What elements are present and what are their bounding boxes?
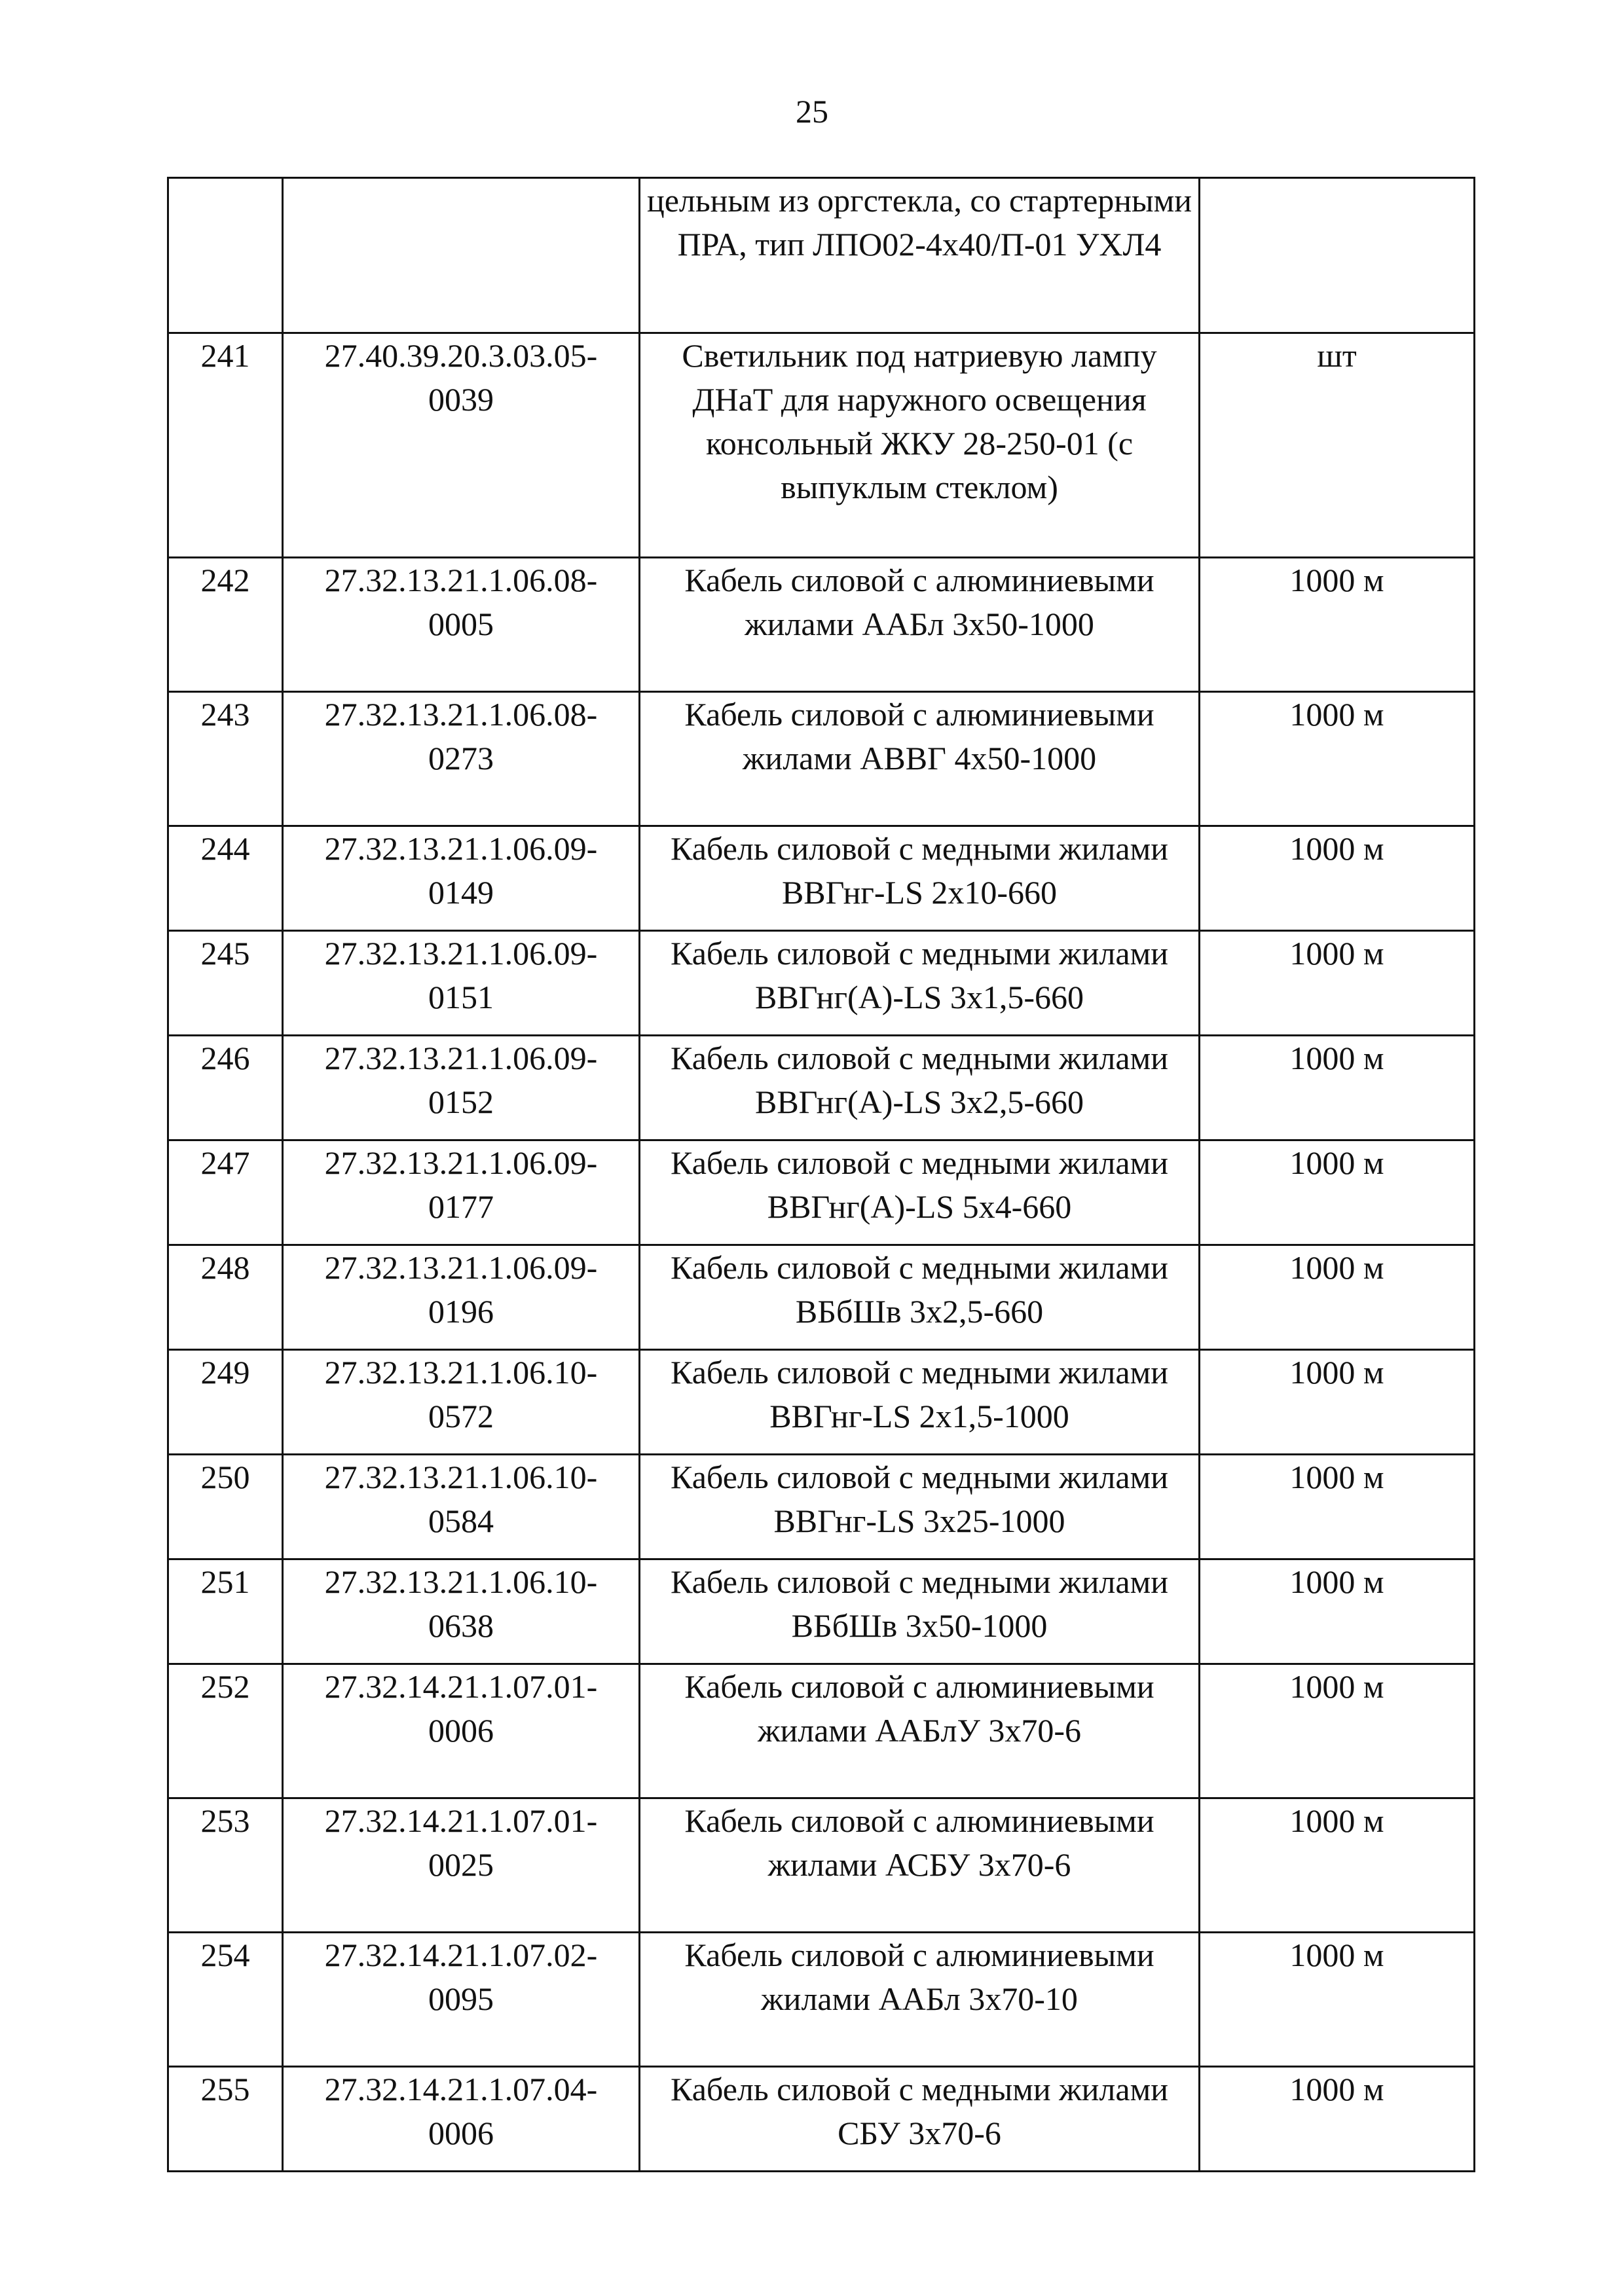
unit-of-measure: 1000 м <box>1200 931 1475 1036</box>
resource-code <box>283 1455 640 1559</box>
row-number: 241 <box>168 333 283 558</box>
resource-code-line-1: 27.32.13.21.1.06.09- <box>324 830 598 867</box>
resource-code-line-2: 0006 <box>428 1712 494 1749</box>
resource-code-line-2: 0149 <box>428 874 494 911</box>
table-row <box>168 1140 1475 1245</box>
resource-code-line-1: 27.32.13.21.1.06.08- <box>324 696 598 733</box>
table-row <box>168 1350 1475 1455</box>
resource-code <box>283 1798 640 1933</box>
resource-code-line-1: 27.32.13.21.1.06.09- <box>324 1249 598 1286</box>
resource-code-line-2: 0196 <box>428 1293 494 1330</box>
unit-of-measure <box>1200 178 1475 333</box>
resource-code-line-1: 27.32.13.21.1.06.09- <box>324 1040 598 1076</box>
resource-name: Кабель силовой с медными жилами ВБбШв 3х2,5-660 <box>640 1245 1200 1350</box>
row-number <box>168 178 283 333</box>
table-row <box>168 1933 1475 2067</box>
resource-code-line-2: 0584 <box>428 1503 494 1539</box>
resource-code <box>283 2067 640 2172</box>
resource-code-line-2: 0152 <box>428 1084 494 1120</box>
unit-of-measure: 1000 м <box>1200 1140 1475 1245</box>
resource-code-line-2: 0638 <box>428 1607 494 1644</box>
resource-name: Кабель силовой с медными жилами ВВГнг(А)-LS 3х1,5-660 <box>640 931 1200 1036</box>
resource-code-line-1: 27.32.14.21.1.07.02- <box>324 1937 598 1973</box>
resource-code-line-2: 0025 <box>428 1846 494 1883</box>
resource-code-line-2: 0039 <box>428 381 494 418</box>
resource-name: Кабель силовой с медными жилами ВВГнг(А)-LS 5х4-660 <box>640 1140 1200 1245</box>
resource-code-line-1: 27.32.13.21.1.06.09- <box>324 935 598 972</box>
resource-code-line-1: 27.32.13.21.1.06.10- <box>324 1354 598 1391</box>
unit-of-measure: 1000 м <box>1200 2067 1475 2172</box>
resource-code-line-2: 0572 <box>428 1398 494 1434</box>
resource-name: Кабель силовой с медными жилами ВВГнг-LS 2х1,5-1000 <box>640 1350 1200 1455</box>
resource-code <box>283 692 640 826</box>
resource-code-line-2: 0006 <box>428 2115 494 2151</box>
unit-of-measure: 1000 м <box>1200 1036 1475 1140</box>
resource-name: Кабель силовой с алюминиевыми жилами ААБлУ 3х70-6 <box>640 1664 1200 1798</box>
table-row <box>168 931 1475 1036</box>
table-row <box>168 692 1475 826</box>
unit-of-measure: 1000 м <box>1200 1559 1475 1664</box>
row-number: 245 <box>168 931 283 1036</box>
table-row <box>168 1559 1475 1664</box>
resource-name: Кабель силовой с медными жилами ВБбШв 3х50-1000 <box>640 1559 1200 1664</box>
resource-code <box>283 931 640 1036</box>
resource-code <box>283 1245 640 1350</box>
unit-of-measure: 1000 м <box>1200 1455 1475 1559</box>
unit-of-measure: 1000 м <box>1200 1933 1475 2067</box>
resource-code <box>283 558 640 692</box>
row-number: 252 <box>168 1664 283 1798</box>
table-row <box>168 2067 1475 2172</box>
table-row <box>168 1245 1475 1350</box>
resource-code-line-2: 0151 <box>428 979 494 1015</box>
materials-table <box>167 177 1475 2172</box>
resource-code <box>283 178 640 333</box>
resource-code-line-1: 27.32.14.21.1.07.04- <box>324 2071 598 2107</box>
resource-code-line-1: 27.32.14.21.1.07.01- <box>324 1668 598 1705</box>
table-row <box>168 1664 1475 1798</box>
resource-code <box>283 1933 640 2067</box>
row-number: 244 <box>168 826 283 931</box>
resource-name: цельным из оргстекла, со стартерными ПРА, тип ЛПО02-4х40/П-01 УХЛ4 <box>640 178 1200 333</box>
unit-of-measure: 1000 м <box>1200 826 1475 931</box>
row-number: 247 <box>168 1140 283 1245</box>
resource-code-line-2: 0095 <box>428 1980 494 2017</box>
resource-name: Кабель силовой с алюминиевыми жилами АСБУ 3х70-6 <box>640 1798 1200 1933</box>
resource-code <box>283 333 640 558</box>
resource-code-line-2: 0177 <box>428 1188 494 1225</box>
resource-name: Кабель силовой с алюминиевыми жилами ААБл 3х50-1000 <box>640 558 1200 692</box>
resource-code-line-1: 27.40.39.20.3.03.05- <box>324 337 598 374</box>
resource-code-line-1: 27.32.13.21.1.06.10- <box>324 1459 598 1495</box>
resource-code <box>283 826 640 931</box>
resource-code-line-1: 27.32.14.21.1.07.01- <box>324 1802 598 1839</box>
resource-name: Кабель силовой с медными жилами ВВГнг-LS 2х10-660 <box>640 826 1200 931</box>
resource-code-line-1: 27.32.13.21.1.06.10- <box>324 1563 598 1600</box>
row-number: 253 <box>168 1798 283 1933</box>
table-row <box>168 558 1475 692</box>
row-number: 249 <box>168 1350 283 1455</box>
table-row <box>168 1455 1475 1559</box>
resource-code <box>283 1350 640 1455</box>
resource-name: Кабель силовой с медными жилами ВВГнг-LS 3х25-1000 <box>640 1455 1200 1559</box>
resource-name: Кабель силовой с медными жилами ВВГнг(А)-LS 3х2,5-660 <box>640 1036 1200 1140</box>
unit-of-measure: 1000 м <box>1200 1798 1475 1933</box>
row-number: 254 <box>168 1933 283 2067</box>
resource-name: Кабель силовой с алюминиевыми жилами ААБл 3х70-10 <box>640 1933 1200 2067</box>
resource-name: Кабель силовой с алюминиевыми жилами АВВГ 4х50-1000 <box>640 692 1200 826</box>
resource-code <box>283 1140 640 1245</box>
resource-code <box>283 1664 640 1798</box>
table-row <box>168 333 1475 558</box>
unit-of-measure: 1000 м <box>1200 1245 1475 1350</box>
unit-of-measure: 1000 м <box>1200 1664 1475 1798</box>
unit-of-measure: 1000 м <box>1200 1350 1475 1455</box>
resource-code-line-1: 27.32.13.21.1.06.09- <box>324 1144 598 1181</box>
row-number: 248 <box>168 1245 283 1350</box>
resource-code-line-2: 0273 <box>428 740 494 776</box>
page-number: 25 <box>796 93 828 130</box>
resource-name: Кабель силовой с медными жилами СБУ 3х70-6 <box>640 2067 1200 2172</box>
row-number: 255 <box>168 2067 283 2172</box>
unit-of-measure: шт <box>1200 333 1475 558</box>
table-row <box>168 178 1475 333</box>
row-number: 251 <box>168 1559 283 1664</box>
resource-name: Светильник под натриевую лампу ДНаТ для наружного освещения консольный ЖКУ 28-250-01 (с выпуклым стеклом) <box>640 333 1200 558</box>
unit-of-measure: 1000 м <box>1200 692 1475 826</box>
resource-code <box>283 1559 640 1664</box>
resource-code <box>283 1036 640 1140</box>
row-number: 250 <box>168 1455 283 1559</box>
table-row <box>168 1036 1475 1140</box>
table-row <box>168 1798 1475 1933</box>
table-body <box>168 178 1475 2172</box>
row-number: 242 <box>168 558 283 692</box>
row-number: 243 <box>168 692 283 826</box>
resource-code-line-1: 27.32.13.21.1.06.08- <box>324 562 598 598</box>
unit-of-measure: 1000 м <box>1200 558 1475 692</box>
resource-code-line-2: 0005 <box>428 606 494 642</box>
row-number: 246 <box>168 1036 283 1140</box>
table-row <box>168 826 1475 931</box>
